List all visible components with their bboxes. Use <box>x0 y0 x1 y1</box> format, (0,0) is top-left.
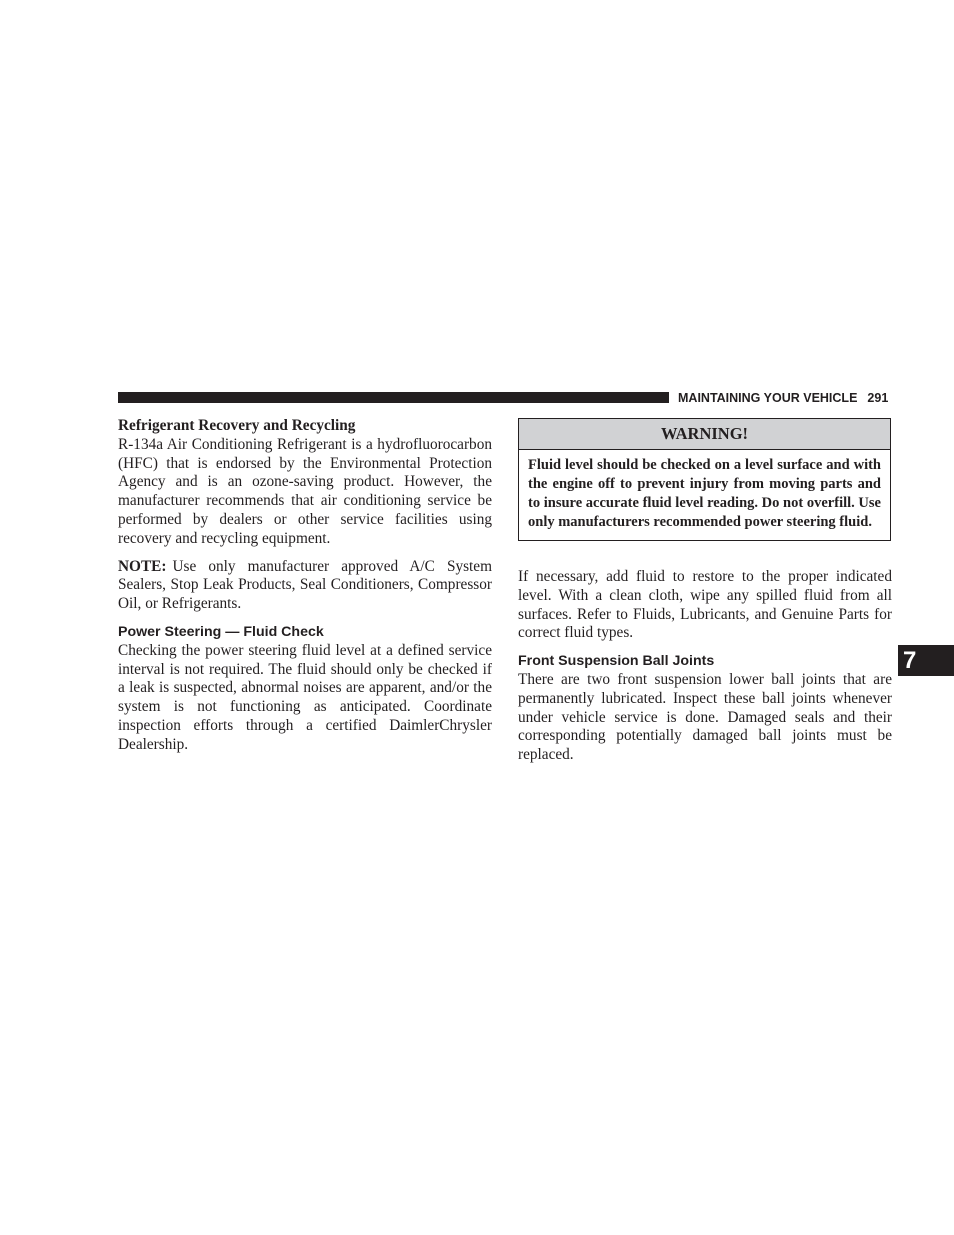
refrigerant-heading: Refrigerant Recovery and Recycling <box>118 417 356 434</box>
chapter-tab: 7 <box>898 645 954 676</box>
fluid-paragraph: If necessary, add fluid to restore to the proper indicated level. With a clean cloth, wipe any spilled fluid from all surfaces. Refer to Fluids, Lubricants, and Genuine Parts for correct fluid types. <box>518 568 892 642</box>
power-steering-body: Checking the power steering fluid level at a defined service interval is not required. The fluid should only be checked if a leak is suspected, abnormal noises are apparent, and/or the system is not functioning as anticipated. Coordinate inspection efforts through a certified DaimlerChrysler Dealership. <box>118 641 492 753</box>
warning-body: Fluid level should be checked on a level surface and with the engine off to prevent injury from moving parts and to insure accurate fluid level reading. Do not overfill. Use only manufacturers recommended power steering fluid. <box>528 457 881 530</box>
ball-joints-body: There are two front suspension lower ball joints that are permanently lubricated. Inspect these ball joints whenever under vehicle service is done. Damaged seals and their corresponding potentially damaged ball joints must be replaced. <box>518 670 892 764</box>
section-title: MAINTAINING YOUR VEHICLE <box>678 391 858 405</box>
left-column <box>118 417 492 755</box>
running-header <box>678 389 892 407</box>
page-number: 291 <box>867 391 889 405</box>
note-text: Use only manufacturer approved A/C System Sealers, Stop Leak Products, Seal Conditioners, Compressor Oil, or Refrigerants. <box>118 557 492 613</box>
ball-joints-heading: Front Suspension Ball Joints <box>518 653 715 670</box>
power-steering-heading: Power Steering — Fluid Check <box>118 623 324 640</box>
refrigerant-body: R-134a Air Conditioning Refrigerant is a hydrofluorocarbon (HFC) that is endorsed by the Environmental Protection Agency and is an ozone-saving product. However, the manufacturer recommends that air conditioning service be performed by dealers or other service facilities using recovery and recycling equipment. <box>118 435 492 547</box>
note-paragraph <box>118 558 492 614</box>
warning-title: WARNING! <box>519 419 890 450</box>
note-label: NOTE: <box>118 557 167 575</box>
warning-box <box>518 418 891 541</box>
right-column <box>518 418 892 765</box>
header-rule <box>118 392 669 403</box>
